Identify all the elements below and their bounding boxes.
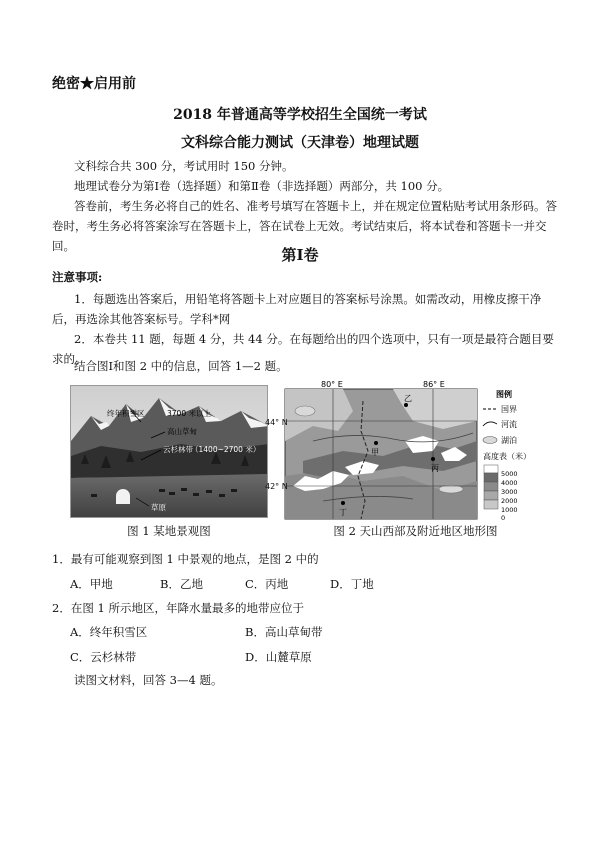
place-yi-marker	[404, 403, 408, 407]
q1-option-a[interactable]: A．甲地	[70, 577, 113, 591]
notice-heading: 注意事项:	[52, 270, 103, 284]
section-title: 第Ⅰ卷	[281, 246, 319, 264]
figure1-landscape	[70, 385, 268, 518]
elevation-color-bar	[484, 465, 498, 509]
legend-lake: 湖泊	[501, 436, 517, 445]
topographic-map	[283, 381, 548, 521]
label-alpine-meadow: 高山草甸	[167, 427, 197, 436]
confidential-label: 绝密★启用前	[52, 76, 136, 92]
elev-5000: 5000	[501, 470, 518, 478]
intro-instructions: 答卷前，考生务必将自己的姓名、准考号填写在答题卡上，并在规定位置粘贴考试用条形码。答卷时，考生务必将答案涂写在答题卡上，答在试卷上无效。考试结束后，将本试卷和答题卡一并交回。	[52, 199, 557, 253]
landscape-photo	[71, 386, 268, 518]
notice-item-2: 2．本卷共 11 题，每题 4 分，共 44 分。在每题给出的四个选项中，只有一项是最符合题目要求的。	[52, 332, 554, 366]
intro-structure: 地理试卷分为第Ⅰ卷（选择题）和第Ⅱ卷（非选择题）两部分，共 100 分。	[74, 179, 450, 193]
elev-3000: 3000	[501, 488, 518, 496]
q1-option-b[interactable]: B．乙地	[160, 577, 203, 591]
place-ding: 丁	[339, 508, 347, 517]
place-jia-marker	[374, 441, 378, 445]
exam-title: 2018 年普通高等学校招生全国统一考试	[173, 107, 427, 123]
figure2-caption: 图 2 天山西部及附近地区地形图	[333, 524, 498, 538]
place-bing: 丙	[431, 464, 439, 473]
place-bing-marker	[431, 457, 435, 461]
q2-option-b[interactable]: B．高山草甸带	[245, 625, 323, 639]
longitude-80: 80° E	[321, 381, 343, 389]
figure2-map	[283, 381, 548, 521]
place-yi: 乙	[404, 394, 412, 403]
label-steppe: 草原	[151, 503, 166, 512]
legend-title: 图例	[496, 390, 512, 399]
q2-option-a[interactable]: A．终年积雪区	[70, 625, 148, 639]
latitude-44: 44° N	[265, 418, 288, 427]
label-fir-altitude: （1400~2700 米）	[191, 445, 261, 454]
lake-icon	[483, 437, 497, 444]
q1-option-c[interactable]: C．丙地	[245, 577, 289, 591]
question-lead-3-4: 读图文材料，回答 3—4 题。	[74, 673, 223, 687]
notice-item-1: 1．每题选出答案后，用铅笔将答题卡上对应题目的答案标号涂黑。如需改动，用橡皮擦干净后，再选涂其他答案标号。学科*网	[52, 292, 542, 326]
intro-score: 文科综合共 300 分，考试用时 150 分钟。	[74, 159, 294, 173]
legend-elevation: 高度表（米）	[483, 452, 531, 461]
legend-river: 河流	[501, 420, 517, 429]
place-jia: 甲	[371, 448, 379, 457]
legend-border: 国界	[501, 405, 517, 414]
label-snow-zone: 终年积雪区	[107, 409, 145, 418]
q1-option-d[interactable]: D．丁地	[330, 577, 374, 591]
longitude-86: 86° E	[423, 381, 445, 389]
label-snow-altitude: 3700 米以上	[167, 409, 211, 418]
question-2-stem: 2．在图 1 所示地区，年降水量最多的地带应位于	[52, 601, 304, 615]
latitude-42: 42° N	[265, 482, 288, 491]
elev-2000: 2000	[501, 497, 518, 505]
place-ding-marker	[341, 501, 345, 505]
question-1-stem: 1．最有可能观察到图 1 中景观的地点，是图 2 中的	[52, 552, 319, 566]
paper-subtitle: 文科综合能力测试（天津卷）地理试题	[181, 135, 419, 151]
elev-1000: 1000	[501, 506, 518, 514]
label-fir-belt: 云杉林带	[163, 445, 193, 454]
elev-0: 0	[501, 514, 506, 521]
q2-option-c[interactable]: C．云杉林带	[70, 650, 137, 664]
question-lead-1-2: 结合图Ⅰ和图 2 中的信息，回答 1—2 题。	[74, 359, 288, 373]
figure1-caption: 图 1 某地景观图	[127, 524, 211, 538]
q2-option-d[interactable]: D．山麓草原	[245, 650, 312, 664]
elev-4000: 4000	[501, 479, 518, 487]
